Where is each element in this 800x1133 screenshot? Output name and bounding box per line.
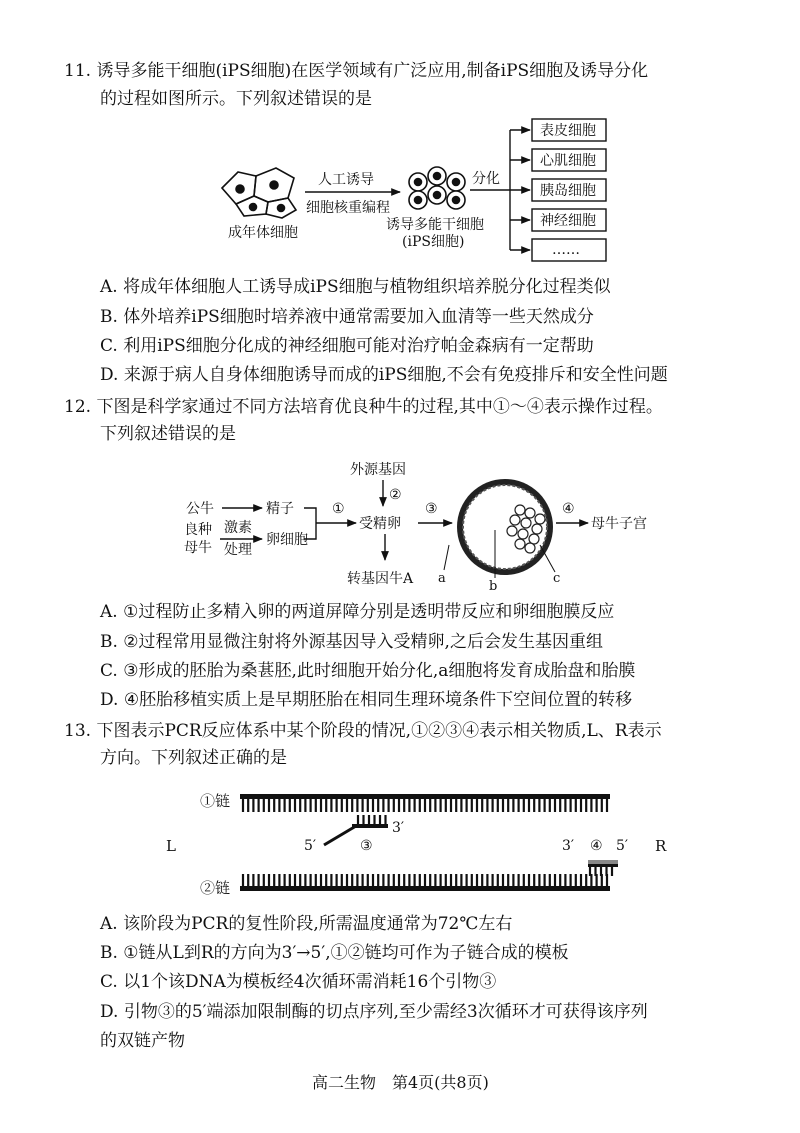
primer-3 xyxy=(324,815,388,845)
blastocyst-icon xyxy=(457,479,553,575)
step3-label: ③ xyxy=(425,501,438,517)
primer3-3prime: 3′ xyxy=(392,820,405,836)
bull-label: 公牛 xyxy=(186,501,214,517)
hormone-label-1: 激素 xyxy=(224,520,252,536)
ips-label: 诱导多能干细胞 xyxy=(386,217,484,233)
page-footer: 高二生物 第4页(共8页) xyxy=(312,1073,489,1092)
box-epidermal-label: 表皮细胞 xyxy=(540,123,596,139)
q13-option-b: B. ①链从L到R的方向为3′→5′,①②链均可作为子链合成的模板 xyxy=(100,943,569,963)
q12-stem-line2: 下列叙述错误的是 xyxy=(100,424,236,444)
adult-cell-label: 成年体细胞 xyxy=(228,225,298,241)
primer3-label: ③ xyxy=(360,838,373,854)
q13-figure xyxy=(166,792,667,897)
chain2-strand xyxy=(240,886,610,891)
primer4-5prime: 5′ xyxy=(616,838,629,854)
reprogram-label: 细胞核重编程 xyxy=(306,200,390,216)
hormone-label-2: 处理 xyxy=(224,542,252,558)
R-label: R xyxy=(655,837,667,855)
q13-stem-line1: 13. 下图表示PCR反应体系中某个阶段的情况,①②③④表示相关物质,L、R表示 xyxy=(64,721,662,741)
box-cardiac-label: 心肌细胞 xyxy=(540,153,596,169)
box-etc-label: …… xyxy=(552,242,580,258)
q11-option-a: A. 将成年体细胞人工诱导成iPS细胞与植物组织培养脱分化过程类似 xyxy=(100,277,611,297)
q12-option-b: B. ②过程常用显微注射将外源基因导入受精卵,之后会发生基因重组 xyxy=(100,632,603,652)
q13-stem-line2: 方向。下列叙述正确的是 xyxy=(100,748,287,768)
label-b: b xyxy=(489,579,498,594)
q11-stem-line2: 的过程如图所示。下列叙述错误的是 xyxy=(100,89,372,109)
diff-label: 分化 xyxy=(472,171,500,187)
step2-label: ② xyxy=(389,487,402,503)
q11-option-c: C. 利用iPS细胞分化成的神经细胞可能对治疗帕金森病有一定帮助 xyxy=(100,336,594,356)
uterus-label: 母牛子宫 xyxy=(591,516,647,532)
chain2-label: ②链 xyxy=(200,879,231,897)
q12-option-a: A. ①过程防止多精入卵的两道屏障分别是透明带反应和卵细胞膜反应 xyxy=(100,602,615,622)
box-neuron-label: 神经细胞 xyxy=(540,213,596,229)
q12-option-c: C. ③形成的胚胎为桑葚胚,此时细胞开始分化,a细胞将发育成胎盘和胎膜 xyxy=(100,661,636,681)
q12-figure xyxy=(184,461,647,594)
step4-label: ④ xyxy=(562,501,575,517)
q12-option-d: D. ④胚胎移植实质上是早期胚胎在相同生理环境条件下空间位置的转移 xyxy=(100,690,633,710)
q11-stem-line1: 11. 诱导多能干细胞(iPS细胞)在医学领域有广泛应用,制备iPS细胞及诱导分化 xyxy=(64,61,649,81)
q12-stem-line1: 12. 下图是科学家通过不同方法培育优良种牛的过程,其中①～④表示操作过程。 xyxy=(64,397,663,417)
primer3-5prime: 5′ xyxy=(304,838,317,854)
q11-option-d: D. 来源于病人自身体细胞诱导而成的iPS细胞,不会有免疫排斥和安全性问题 xyxy=(100,365,668,385)
adult-cells-icon xyxy=(222,168,296,218)
foreign-gene-label: 外源基因 xyxy=(350,462,406,478)
chain1-bases xyxy=(243,799,607,812)
L-label: L xyxy=(166,837,176,855)
primer-4 xyxy=(588,860,618,876)
cow-label-1: 良种 xyxy=(184,522,212,538)
q13-option-c: C. 以1个该DNA为模板经4次循环需消耗16个引物③ xyxy=(100,972,497,992)
chain2-bases xyxy=(243,874,607,886)
chain1-label: ①链 xyxy=(200,792,231,810)
chain1-strand xyxy=(240,794,610,799)
box-islet-label: 胰岛细胞 xyxy=(540,183,596,199)
q11-figure xyxy=(222,119,606,261)
q13-option-d2: 的双链产物 xyxy=(100,1031,185,1051)
zygote-label: 受精卵 xyxy=(359,516,401,532)
egg-label: 卵细胞 xyxy=(266,532,308,548)
sperm-label: 精子 xyxy=(266,501,294,517)
label-a: a xyxy=(438,571,446,586)
q13-option-a: A. 该阶段为PCR的复性阶段,所需温度通常为72℃左右 xyxy=(100,914,513,934)
step1-label: ① xyxy=(332,501,345,517)
ips-label-abbr: (iPS细胞) xyxy=(402,234,465,250)
induction-label: 人工诱导 xyxy=(318,172,374,188)
q11-option-b: B. 体外培养iPS细胞时培养液中通常需要加入血清等一些天然成分 xyxy=(100,307,594,327)
q13-option-d1: D. 引物③的5′端添加限制酶的切点序列,至少需经3次循环才可获得该序列 xyxy=(100,1002,648,1022)
ips-cells-icon xyxy=(409,167,465,209)
cow-label-2: 母牛 xyxy=(184,540,212,556)
transgenic-label: 转基因牛A xyxy=(347,571,414,587)
primer4-3prime: 3′ xyxy=(562,838,575,854)
label-c: c xyxy=(553,571,561,586)
primer4-label: ④ xyxy=(590,838,603,854)
